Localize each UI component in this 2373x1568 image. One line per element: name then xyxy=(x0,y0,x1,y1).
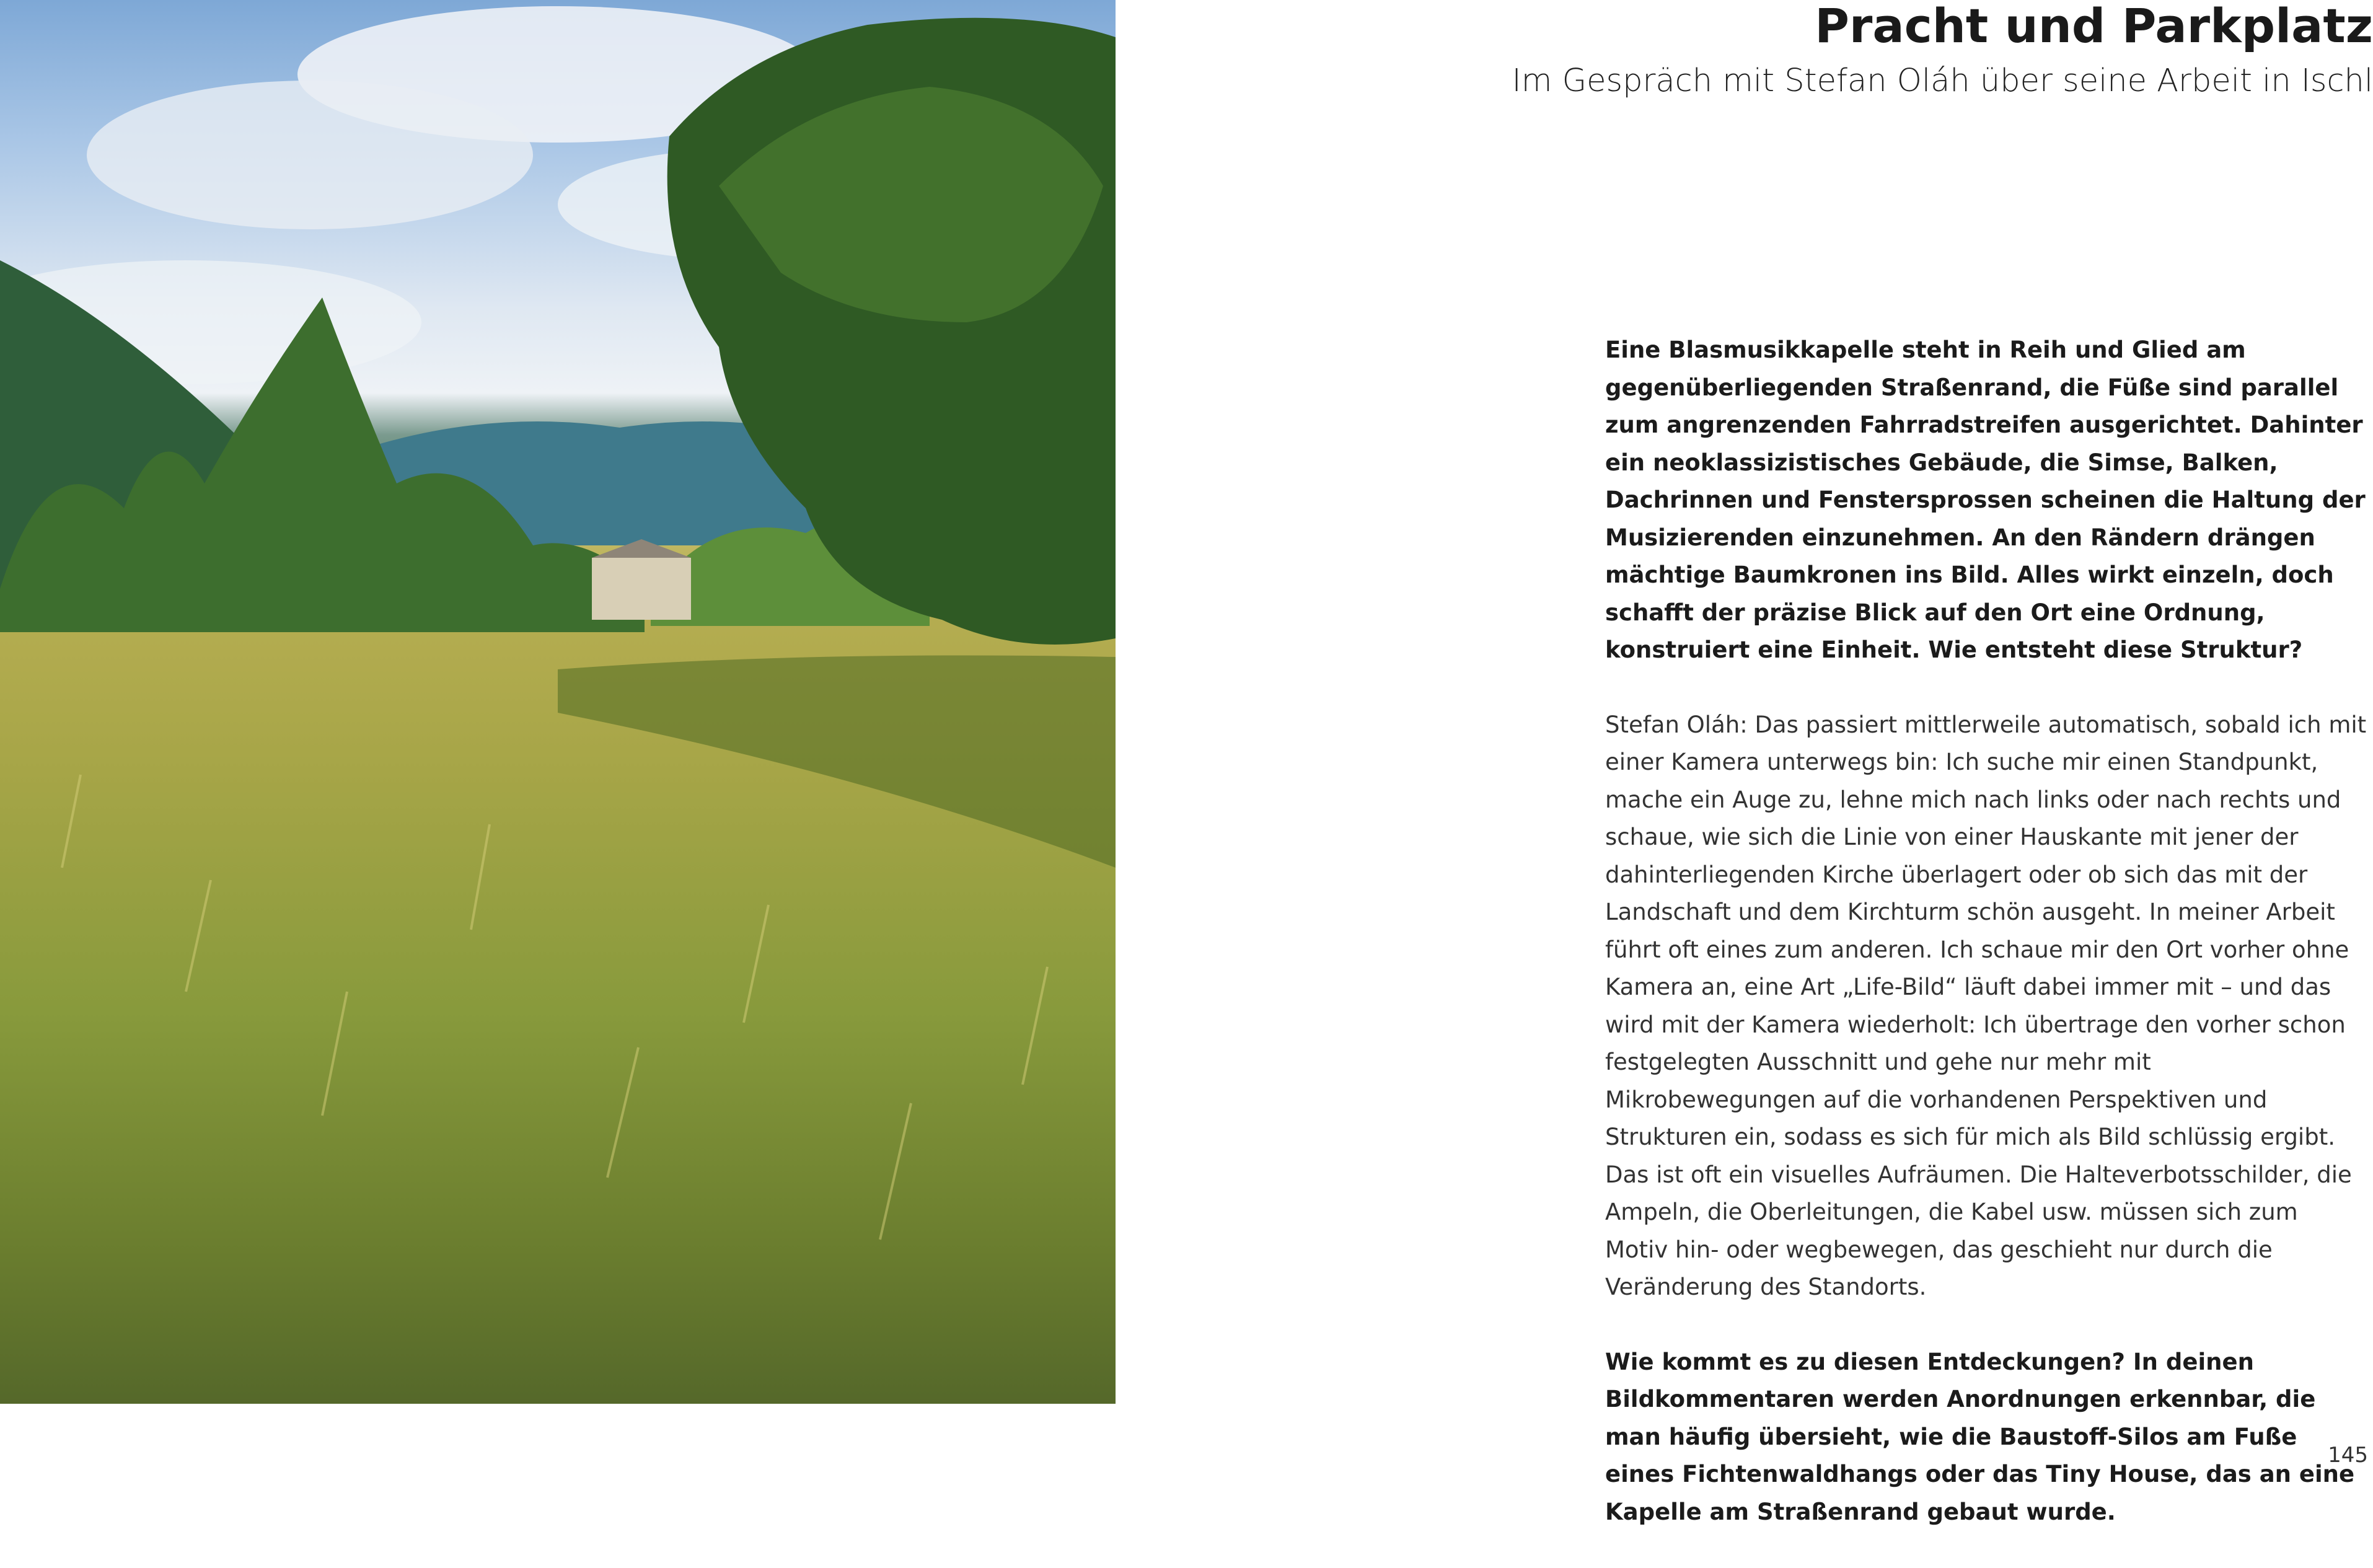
article-title: Pracht und Parkplatz xyxy=(1815,0,2373,53)
interview-answer-1: Stefan Oláh: Das passiert mittlerweile automatisch, sobald ich mit einer Kamera unterwegs bin: Ich suche mir einen Standpunkt, mache ein Auge zu, lehne mich nach links oder nach rechts und schaue, wie sich die Linie von einer Hauskante mit jener der dahinterliegenden Kirche überlagert oder ob sich das mit der Landschaft und dem Kirchturm schön ausgeht. In meiner Arbeit führt oft eines zum anderen. Ich schaue mir den Ort vorher ohne Kamera an, eine Art „Life-Bild“ läuft dabei immer mit – und das wird mit der Kamera wiederholt: Ich übertrage den vorher schon festgelegten Ausschnitt und gehe nur mehr mit Mikrobewegungen auf die vorhandenen Perspektiven und Strukturen ein, sodass es sich für mich als Bild schlüssig ergibt. Das ist oft ein visuelles Aufräumen. Die Halteverbotsschilder, die Ampeln, die Oberleitungen, die Kabel usw. müssen sich zum Motiv hin- oder wegbewegen, das geschieht nur durch die Veränderung des Standorts. xyxy=(1605,711,2367,1300)
article-body xyxy=(1605,332,2367,1568)
page-number: 145 xyxy=(2328,1443,2368,1468)
interview-question-2: Wie kommt es zu diesen Entdeckungen? In deinen Bildkommentaren werden Anordnungen erkennbar, die man häufig übersieht, wie die Baustoff-Silos am Fuße eines Fichtenwaldhangs oder das Tiny House, das an eine Kapelle am Straßenrand gebaut wurde. xyxy=(1605,1348,2355,1525)
landscape-photo xyxy=(0,0,1116,1404)
article-subtitle: Im Gespräch mit Stefan Oláh über seine Arbeit in Ischl xyxy=(1512,63,2373,99)
interview-question-1: Eine Blasmusikkapelle steht in Reih und Glied am gegenüberliegenden Straßenrand, die Füße sind parallel zum angrenzenden Fahrradstreifen ausgerichtet. Dahinter ein neoklassizistisches Gebäude, die Simse, Balken, Dachrinnen und Fenstersprossen scheinen die Haltung der Musizierenden einzunehmen. An den Rändern drängen mächtige Baumkronen ins Bild. Alles wirkt einzeln, doch schafft der präzise Blick auf den Ort eine Ordnung, konstruiert eine Einheit. Wie entsteht diese Struktur? xyxy=(1605,337,2366,663)
